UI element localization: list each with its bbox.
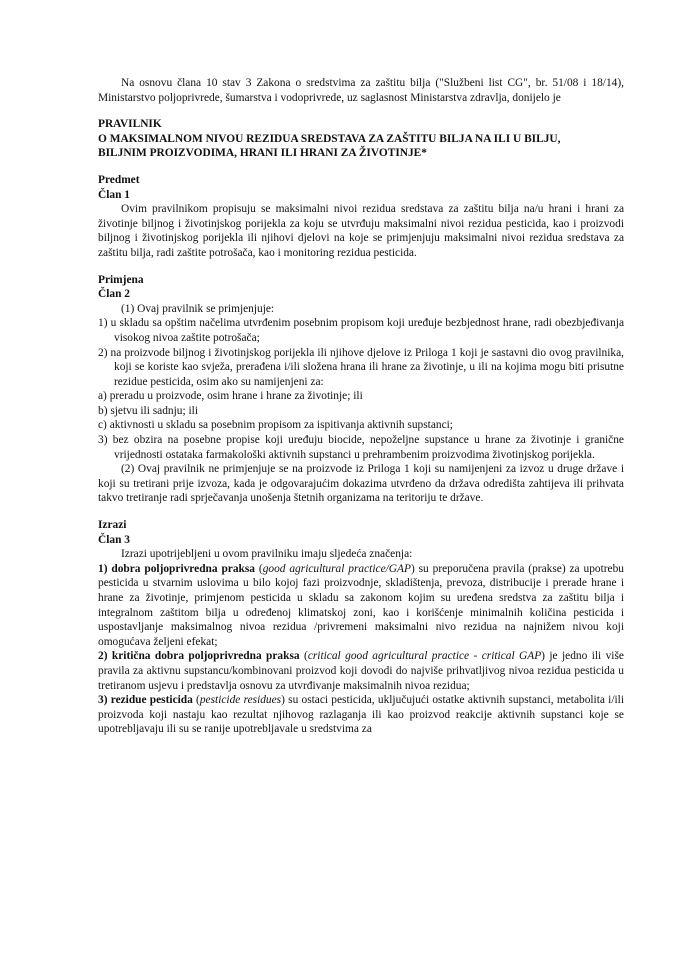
preamble: Na osnovu člana 10 stav 3 Zakona o sredstvima za zaštitu bilja ("Službeni list CG", br. 51/08 i 18/14), Ministarstvo poljoprivrede, šumarstva i vodoprivrede, uz saglasnost Ministarstva zdravlja, donijelo je — [98, 77, 624, 104]
article-2-item-2: 2) na proizvode biljnog i životinjskog porijekla ili njihove djelove iz Priloga 1 koji je sastavni dio ovog pravilnika, koji se koriste kao svježa, prerađena i/ili složena hrana ili hrane za životinje, u ili na kojima mogu biti prisutne rezidue pesticida, osim ako su namijenjeni za: — [98, 346, 624, 388]
article-number-3: Član 3 — [98, 533, 130, 546]
definition-1-text: su preporučena pravila (prakse) za upotrebu pesticida u stvarnim uslovima u bilo kojoj fazi proizvodnje, skladištenja, prevoza, distribucije i prerade hrane i hrane za životinje, primjenom pesticida u skladu sa zakonom kojim su uređena sredstva za zaštitu bilja i integralnom zaštitom bilja u određenoj klimatskoj zoni, kao i korišćenje minimalnih količina pesticida i uspostavljanje maksimalnog nivoa rezidua /privremeni maksimalni nivo rezidua na najnižem nivou koji omogućava željeni efekat; — [98, 562, 624, 648]
article-2-item-a: a) preradu u proizvode, osim hrane i hrane za životinje; ili — [98, 390, 363, 403]
doc-title-line3: BILJNIM PROIZVODIMA, HRANI ILI HRANI ZA ŽIVOTINJE* — [98, 147, 427, 160]
article-number-1: Član 1 — [98, 188, 130, 201]
definition-3-english: pesticide residues — [199, 694, 282, 707]
definition-1: 1) dobra poljoprivredna praksa (good agricultural practice/GAP) su preporučena pravila (prakse) za upotrebu pesticida u stvarnim uslovima u bilo kojoj fazi proizvodnje, skladištenja, prevoza, distribucije i prerade hrane i hrane za životinje, primjenom pesticida u skladu sa zakonom kojim su uređena sredstva za zaštitu bilja i integralnom zaštitom bilja u određenoj klimatskoj zoni, kao i korišćenje minimalnih količina pesticida i uspostavljanje maksimalnog nivoa rezidua /privremeni maksimalni nivo rezidua na najnižem nivou koji omogućava željeni efekat; — [98, 562, 624, 648]
article-2-para-1: (1) Ovaj pravilnik se primjenjuje: — [121, 302, 275, 315]
definition-1-english: good agricultural practice/GAP — [262, 562, 411, 575]
article-number-2: Član 2 — [98, 288, 130, 301]
section-heading-predmet: Predmet — [98, 173, 140, 186]
definition-2: 2) kritična dobra poljoprivredna praksa (critical good agricultural practice - critical GAP) je jedno ili više pravila za aktivnu supstancu/kombinovani proizvod koji dovodi do najviše prihvatljivog nivoa rezidua pesticida u tretiranom usjevu i predstavlja osnovu za utvrđivanje maksimalnih nivoa rezidua; — [98, 650, 624, 692]
definition-2-term: 2) kritična dobra poljoprivredna praksa — [98, 650, 300, 663]
definition-1-term: 1) dobra poljoprivredna praksa — [98, 562, 256, 575]
definition-3: 3) rezidue pesticida (pesticide residues) su ostaci pesticida, uključujući ostatke aktivnih supstanci, metabolita i/ili proizvoda koji nastaju kao rezultat njihovog razlaganja ili kao proizvod reakcije aktivnih supstanci koje se upotrebljavaju ili su se ranije upotrebljavale u sredstvima za — [98, 694, 624, 736]
section-heading-izrazi: Izrazi — [98, 519, 127, 532]
article-2-item-1: 1) u skladu sa opštim načelima utvrđenim posebnim propisom koji uređuje bezbjednost hrane, radi obezbjeđivanja visokog nivoa zaštite potrošača; — [98, 317, 624, 344]
definition-3-text: su ostaci pesticida, uključujući ostatke aktivnih supstanci, metabolita i/ili proizvoda koji nastaju kao rezultat njihovog razlaganja ili kao proizvod reakcije aktivnih supstanci koje se upotrebljavaju ili su se ranije upotrebljavale u sredstvima za — [98, 694, 624, 736]
section-heading-primjena: Primjena — [98, 273, 144, 286]
doc-title-line2: O MAKSIMALNOM NIVOU REZIDUA SREDSTAVA ZA ZAŠTITU BILJA NA ILI U BILJU, — [98, 132, 561, 145]
definition-2-english: critical good agricultural practice - critical GAP — [307, 650, 542, 663]
definition-2-text: je jedno ili više pravila za aktivnu supstancu/kombinovani proizvod koji dovodi do najviše prihvatljivog nivoa rezidua pesticida u tretiranom usjevu i predstavlja osnovu za utvrđivanje maksimalnih nivoa rezidua; — [98, 650, 624, 692]
article-3-intro: Izrazi upotrijebljeni u ovom pravilniku imaju sljedeća značenja: — [121, 548, 413, 561]
doc-title-line1: PRAVILNIK — [98, 118, 162, 131]
article-2-para-2: (2) Ovaj pravilnik ne primjenjuje se na proizvode iz Priloga 1 koji su namijenjeni za izvoz u druge države i koji su tretirani prije izvoza, kada je odgovarajućim dokazima utvrđeno da država odredišta zahtijeva ili prihvata takvo tretiranje radi sprječavanja unošenja štetnih organizama na teritoriju te države. — [98, 463, 624, 505]
doc-title — [98, 117, 624, 161]
article-2-item-c: c) aktivnosti u skladu sa posebnim propisom za ispitivanja aktivnih supstanci; — [98, 419, 453, 432]
article-2-item-3: 3) bez obzira na posebne propise koji uređuju biocide, nepoželjne supstance u hrane za životinje i granične vrijednosti ostataka farmakološki aktivnih supstanci u prehrambenim proizvodima životinjskog porijekla. — [98, 434, 624, 461]
document-page — [98, 76, 624, 737]
article-1-text: Ovim pravilnikom propisuju se maksimalni nivoi rezidua sredstava za zaštitu bilja na/u hrani i hrani za životinje biljnog i životinjskog porijekla za koju se utvrđuju maksimalni nivoi rezidua pesticida, kao i proizvodi biljnog i životinjskog porijekla ili njihovi djelovi na koje se primjenjuju maksimalni nivoi rezidua sredstava za zaštitu bilja, radi zaštite potrošača, kao i monitoring rezidua pesticida. — [98, 203, 624, 259]
article-2-item-b: b) sjetvu ili sadnju; ili — [98, 404, 198, 417]
definition-3-term: 3) rezidue pesticida — [98, 694, 193, 707]
